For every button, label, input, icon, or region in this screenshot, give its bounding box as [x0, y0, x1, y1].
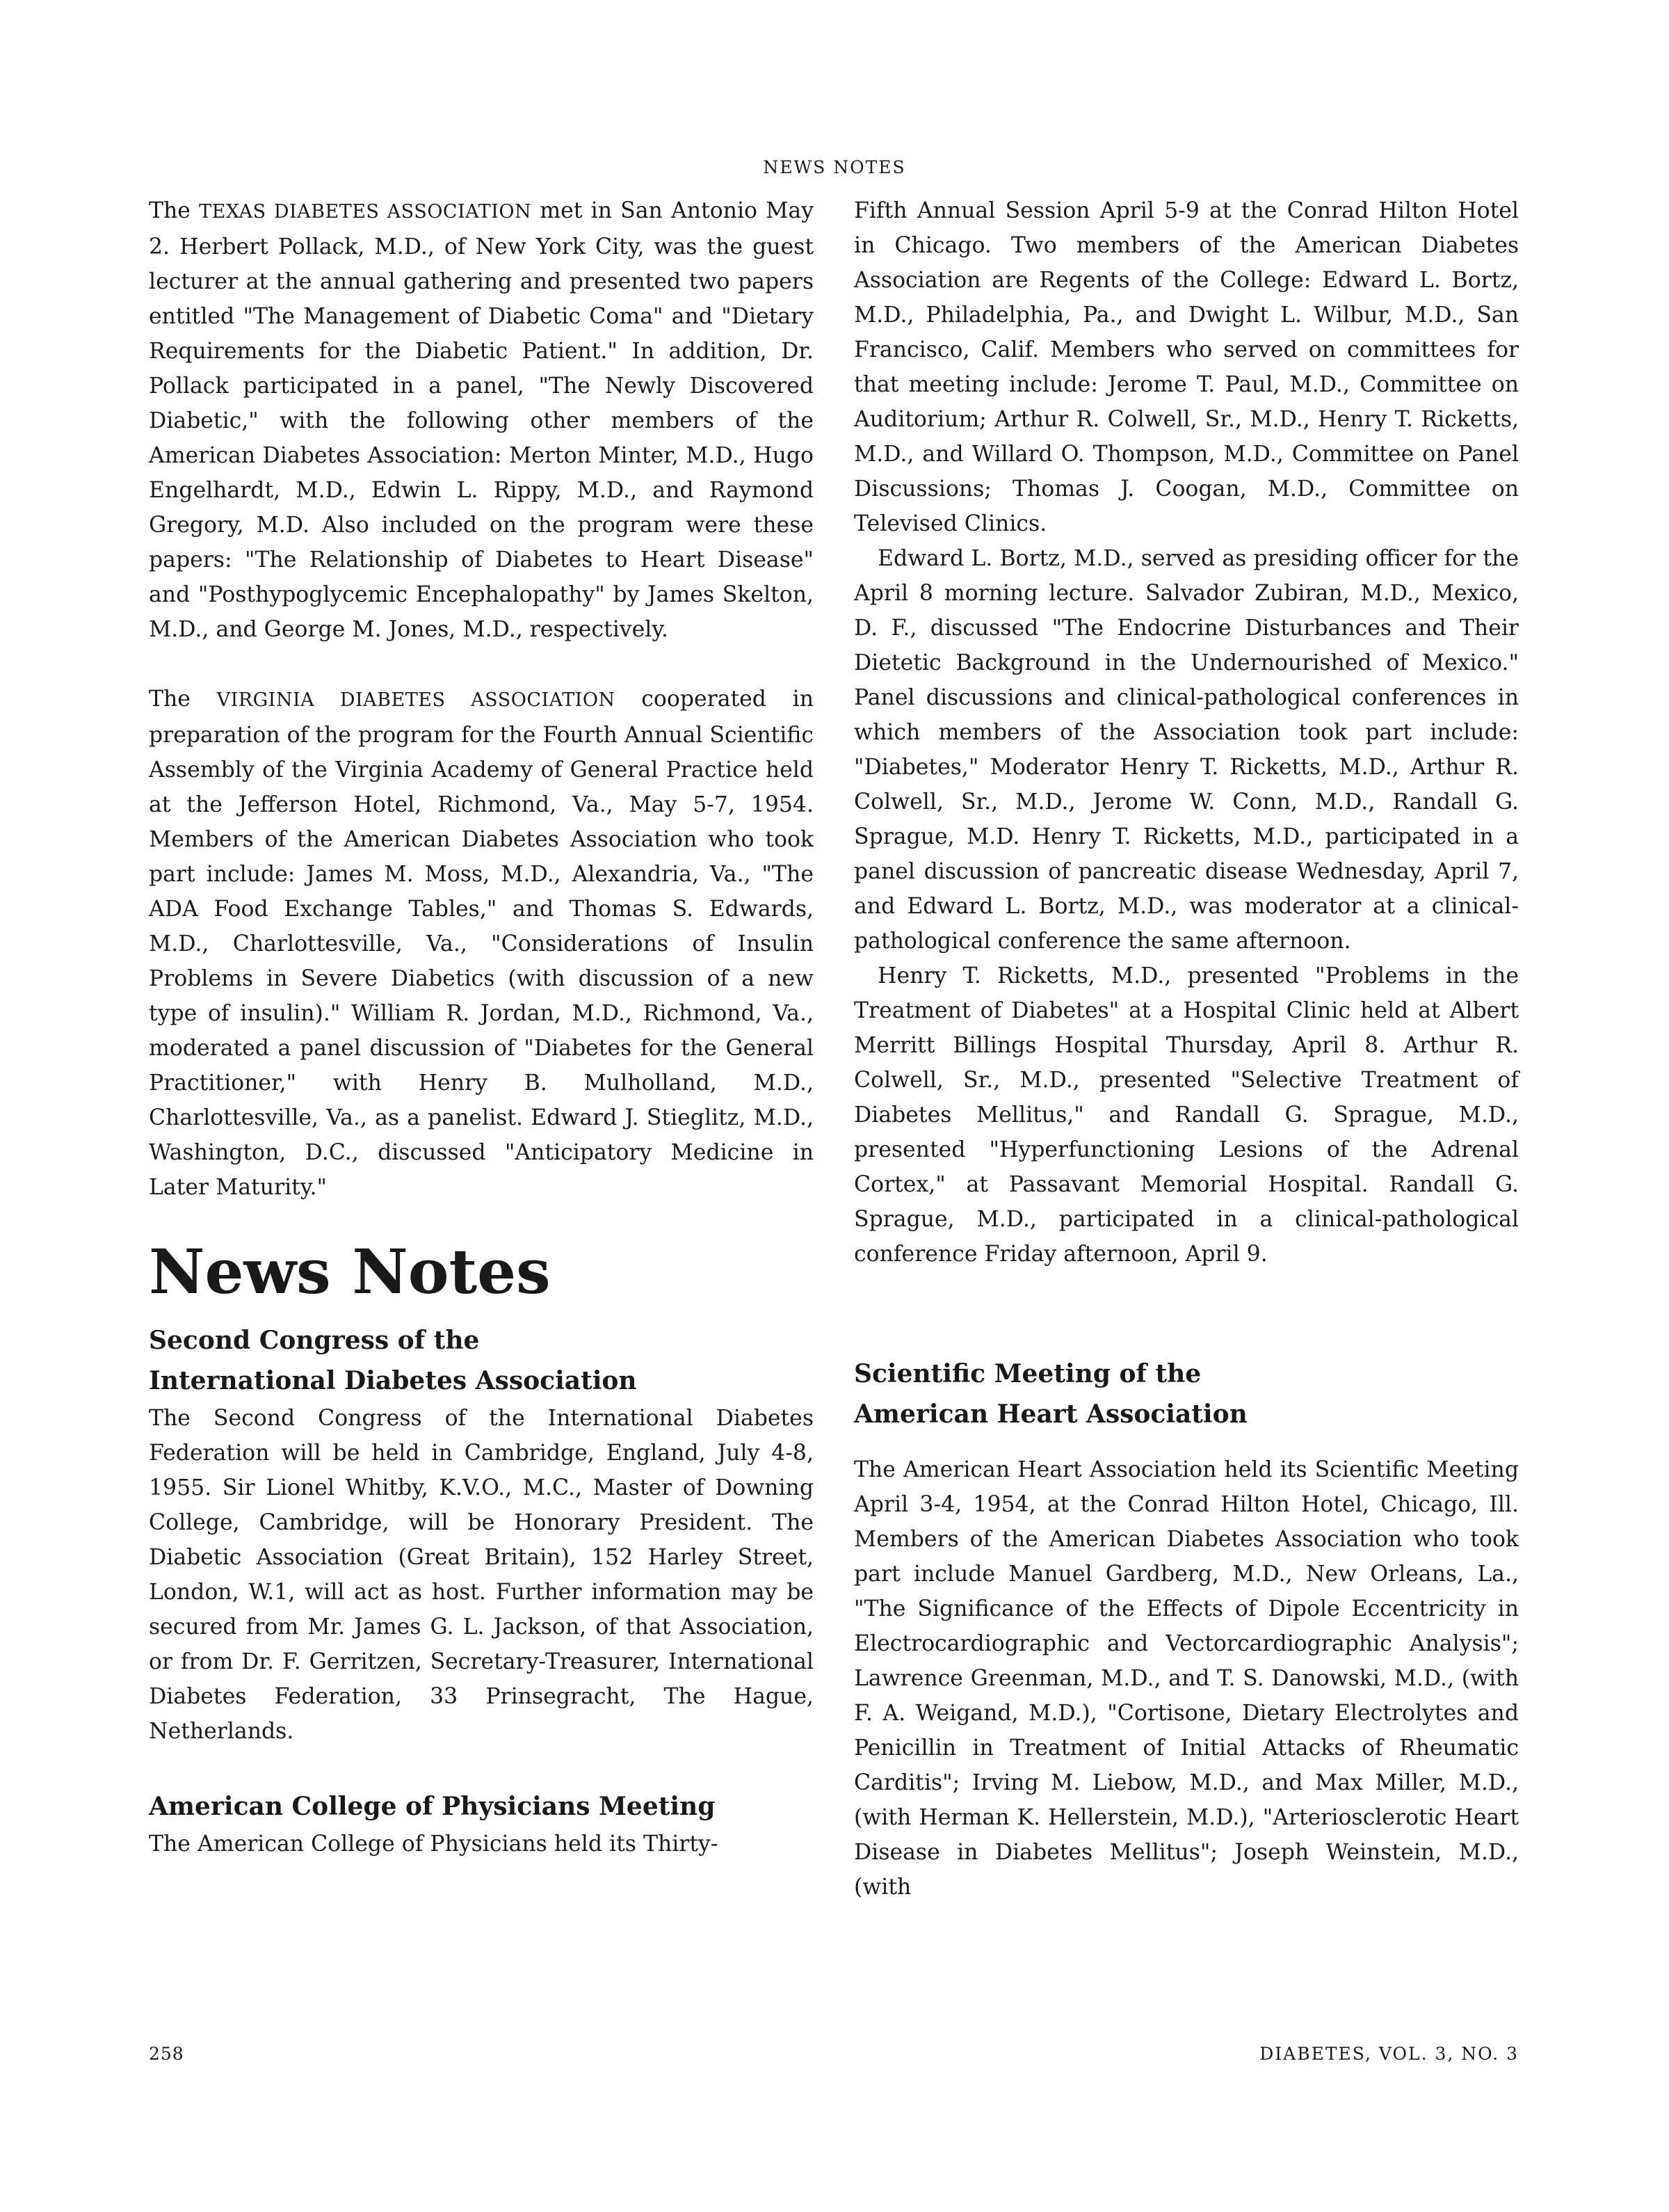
congress-heading-line2: International Diabetes Association: [149, 1366, 637, 1395]
texas-org-name: TEXAS DIABETES ASSOCIATION: [199, 201, 532, 223]
aha-heading-line1: Scientific Meeting of the: [854, 1359, 1202, 1388]
virginia-pre: The: [149, 687, 217, 712]
virginia-association-paragraph: [149, 682, 814, 1205]
running-head: NEWS NOTES: [763, 157, 906, 177]
texas-association-paragraph: [149, 193, 814, 647]
journal-footer: DIABETES, VOL. 3, NO. 3: [1259, 2044, 1519, 2064]
aha-heading-line2: American Heart Association: [854, 1400, 1248, 1429]
congress-paragraph: The Second Congress of the International Diabetes Federation will be held in Cambridge, England, July 4-8, 1955. Sir Lionel Whitby, K.V.O., M.C., Master of Downing College, Cambridge, will be Honorary President. The Diabetic Association (Great Britain), 152 Harley Street, London, W.1, will act as host. Further information may be secured from Mr. James G. L. Jackson, of that Association, or from Dr. F. Gerritzen, Secretary-Treasurer, International Diabetes Federation, 33 Prinsegracht, The Hague, Netherlands.: [149, 1406, 814, 1744]
left-column: [149, 193, 814, 1861]
section-title: News Notes: [149, 1235, 551, 1308]
congress-heading-line1: Second Congress of the: [149, 1326, 480, 1355]
virginia-org-name: VIRGINIA DIABETES ASSOCIATION: [216, 689, 615, 711]
spacer: [149, 647, 814, 682]
virginia-body: cooperated in preparation of the program for the Fourth Annual Scientific Assembly of the Virginia Academy of General Practice held at the Jefferson Hotel, Richmond, Va., May 5-7, 1954. Members of the American Diabetes Association who took part include: James M. Moss, M.D., Alexandria, Va., "The ADA Food Exchange Tables," and Thomas S. Edwards, M.D., Charlottesville, Va., "Considerations of Insulin Problems in Severe Diabetics (with discussion of a new type of insulin)." William R. Jordan, M.D., Richmond, Va., moderated a panel discussion of "Diabetes for the General Practitioner," with Henry B. Mulholland, M.D., Charlottesville, Va., as a panelist. Edward J. Stieglitz, M.D., Washington, D.C., discussed "Anticipatory Medicine in Later Maturity.": [149, 687, 814, 1200]
acp-heading: American College of Physicians Meeting: [149, 1792, 716, 1821]
acp-paragraph-continued: Fifth Annual Session April 5-9 at the Conrad Hilton Hotel in Chicago. Two members of the American Diabetes Association are Regents of the College: Edward L. Bortz, M.D., Philadelphia, Pa., and Dwight L. Wilbur, M.D., San Francisco, Calif. Members who served on committees for that meeting include: Jerome T. Paul, M.D., Committee on Auditorium; Arthur R. Colwell, Sr., M.D., Henry T. Ricketts, M.D., and Willard O. Thompson, M.D., Committee on Panel Discussions; Thomas J. Coogan, M.D., Committee on Televised Clinics.: [854, 198, 1519, 536]
spacer: [854, 1434, 1519, 1452]
spacer: [149, 1205, 814, 1237]
aha-paragraph: The American Heart Association held its Scientific Meeting April 3-4, 1954, at the Conrad Hilton Hotel, Chicago, Ill. Members of the American Diabetes Association who took part include Manuel Gardberg, M.D., New Orleans, La., "The Significance of the Effects of Dipole Eccentricity in Electrocardiographic and Vectorcardiographic Analysis"; Lawrence Greenman, M.D., and T. S. Danowski, M.D., (with F. A. Weigand, M.D.), "Cortisone, Dietary Electrolytes and Penicillin in Treatment of Initial Attacks of Rheumatic Carditis"; Irving M. Liebow, M.D., and Max Miller, M.D., (with Herman K. Hellerstein, M.D.), "Arteriosclerotic Heart Disease in Diabetes Mellitus"; Joseph Weinstein, M.D., (with: [854, 1457, 1519, 1900]
acp-paragraph-3: Henry T. Ricketts, M.D., presented "Problems in the Treatment of Diabetes" at a Hospital Clinic held at Albert Merritt Billings Hospital Thursday, April 8. Arthur R. Colwell, Sr., M.D., presented "Selective Treatment of Diabetes Mellitus," and Randall G. Sprague, M.D., presented "Hyperfunctioning Lesions of the Adrenal Cortex," at Passavant Memorial Hospital. Randall G. Sprague, M.D., participated in a clinical-pathological conference Friday afternoon, April 9.: [854, 963, 1519, 1267]
acp-paragraph-start: The American College of Physicians held its Thirty-: [149, 1832, 718, 1857]
right-column: [854, 193, 1519, 1905]
spacer: [854, 1272, 1519, 1354]
page-number: 258: [149, 2044, 184, 2064]
acp-paragraph-2: Edward L. Bortz, M.D., served as presiding officer for the April 8 morning lecture. Salvador Zubiran, M.D., Mexico, D. F., discussed "The Endocrine Disturbances and Their Dietetic Background in the Undernourished of Mexico." Panel discussions and clinical-pathological conferences in which members of the Association took part include: "Diabetes," Moderator Henry T. Ricketts, M.D., Arthur R. Colwell, Sr., M.D., Jerome W. Conn, M.D., Randall G. Sprague, M.D. Henry T. Ricketts, M.D., participated in a panel discussion of pancreatic disease Wednesday, April 7, and Edward L. Bortz, M.D., was moderator at a clinical-pathological conference the same afternoon.: [854, 546, 1519, 954]
texas-body: met in San Antonio May 2. Herbert Pollack, M.D., of New York City, was the guest lecturer at the annual gathering and presented two papers entitled "The Management of Diabetic Coma" and "Dietary Requirements for the Diabetic Patient." In addition, Dr. Pollack participated in a panel, "The Newly Discovered Diabetic," with the following other members of the American Diabetes Association: Merton Minter, M.D., Hugo Engelhardt, M.D., Edwin L. Rippy, M.D., and Raymond Gregory, M.D. Also included on the program were these papers: "The Relationship of Diabetes to Heart Disease" and "Posthypoglycemic Encephalopathy" by James Skelton, M.D., and George M. Jones, M.D., respectively.: [149, 198, 814, 642]
spacer: [149, 1749, 814, 1786]
spacer: [149, 1306, 814, 1320]
texas-pre: The: [149, 198, 200, 223]
